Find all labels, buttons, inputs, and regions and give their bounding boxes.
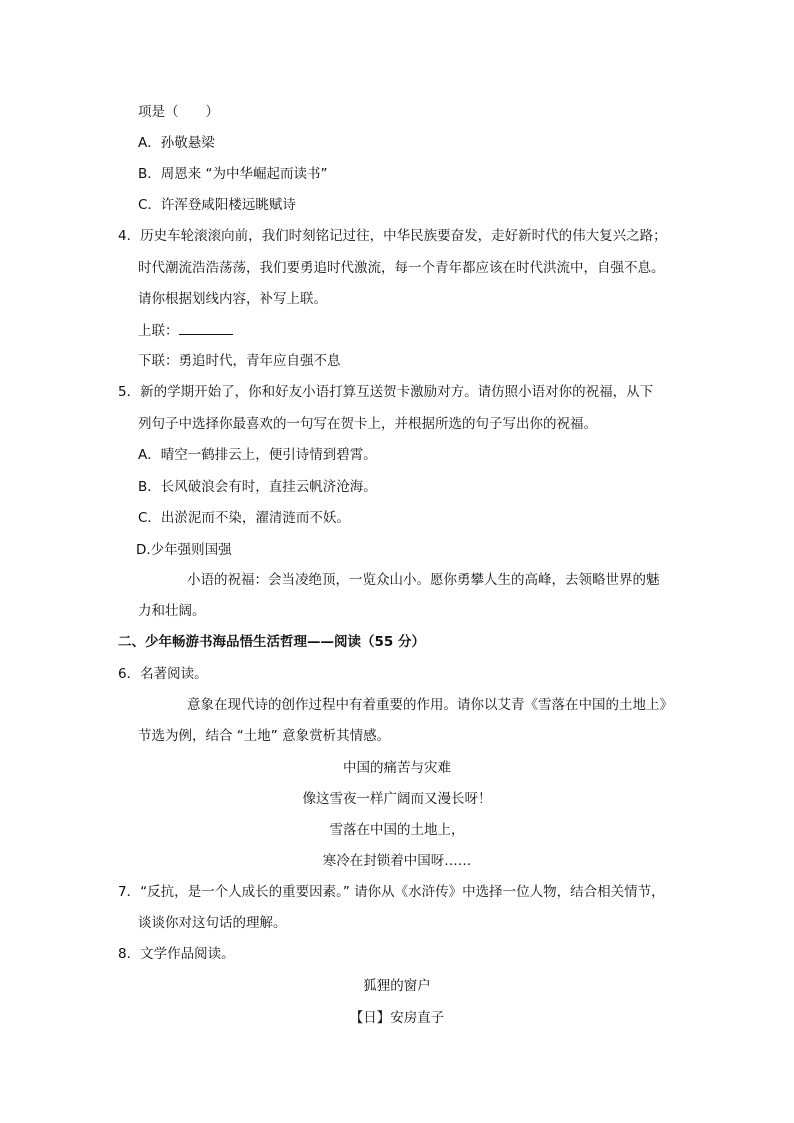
q4-line-2: 时代潮流浩浩荡荡，我们要勇追时代激流，每一个青年都应该在时代洪流中，自强不息。 [138, 260, 665, 276]
q8-title: 8．文学作品阅读。 [118, 946, 235, 962]
q5-option-a: A．晴空一鹤排云上，便引诗情到碧霄。 [138, 447, 377, 463]
q6-title: 6．名著阅读。 [118, 666, 208, 682]
q7-line-2: 谈谈你对这句话的理解。 [138, 915, 287, 931]
q7-line-1: 7．“反抗，是一个人成长的重要因素。” 请你从《水浒传》中选择一位人物，结合相关情节， [118, 884, 665, 900]
q4-answer-blank[interactable] [179, 320, 233, 335]
q3-option-c: C．许浑登咸阳楼远眺赋诗 [138, 197, 296, 213]
q4-line-3: 请你根据划线内容，补写上联。 [138, 291, 327, 307]
q6-poem-line-1: 中国的痛苦与灾难 [343, 760, 451, 776]
q5-option-d: D.少年强则国强 [136, 542, 232, 558]
q3-tail: 项是（ ） [138, 104, 219, 120]
q4-lower-couplet: 下联：勇追时代，青年应自强不息 [138, 353, 341, 369]
q8-author: 【日】安房直子 [349, 1010, 445, 1026]
q5-option-c: C．出淤泥而不染，濯清涟而不妖。 [138, 510, 350, 526]
q8-story-title: 狐狸的窗户 [363, 978, 431, 994]
q3-option-a: A．孙敬悬梁 [138, 135, 215, 151]
section-2-heading: 二、少年畅游书海品悟生活哲理——阅读（55 分） [118, 634, 425, 650]
q5-line-2: 列句子中选择你最喜欢的一句写在贺卡上，并根据所选的句子写出你的祝福。 [138, 416, 597, 432]
q4-upper-label: 上联： [138, 323, 179, 339]
q4-upper-couplet [138, 320, 233, 340]
q5-blessing-line-2: 力和壮阔。 [138, 603, 206, 619]
q6-prompt-line-1: 意象在现代诗的创作过程中有着重要的作用。请你以艾青《雪落在中国的土地上》 [187, 697, 673, 713]
q3-option-b: B．周恩来 “为中华崛起而读书” [138, 166, 328, 182]
q6-poem-line-2: 像这雪夜一样广阔而又漫长呀！ [302, 791, 492, 807]
q6-prompt-line-2: 节选为例，结合 “土地” 意象赏析其情感。 [138, 728, 391, 744]
q5-line-1: 5．新的学期开始了，你和好友小语打算互送贺卡激励对方。请仿照小语对你的祝福，从下 [118, 384, 654, 400]
q6-poem-line-3: 雪落在中国的土地上， [329, 822, 465, 838]
q5-option-b: B．长风破浪会有时，直挂云帆济沧海。 [138, 479, 377, 495]
q5-blessing-line-1: 小语的祝福：会当凌绝顶，一览众山小。愿你勇攀人生的高峰，去领略世界的魅 [187, 572, 660, 588]
q4-line-1: 4．历史车轮滚滚向前，我们时刻铭记过往，中华民族要奋发，走好新时代的伟大复兴之路； [118, 228, 667, 244]
q6-poem-line-4: 寒冷在封锁着中国呀…… [322, 853, 472, 869]
